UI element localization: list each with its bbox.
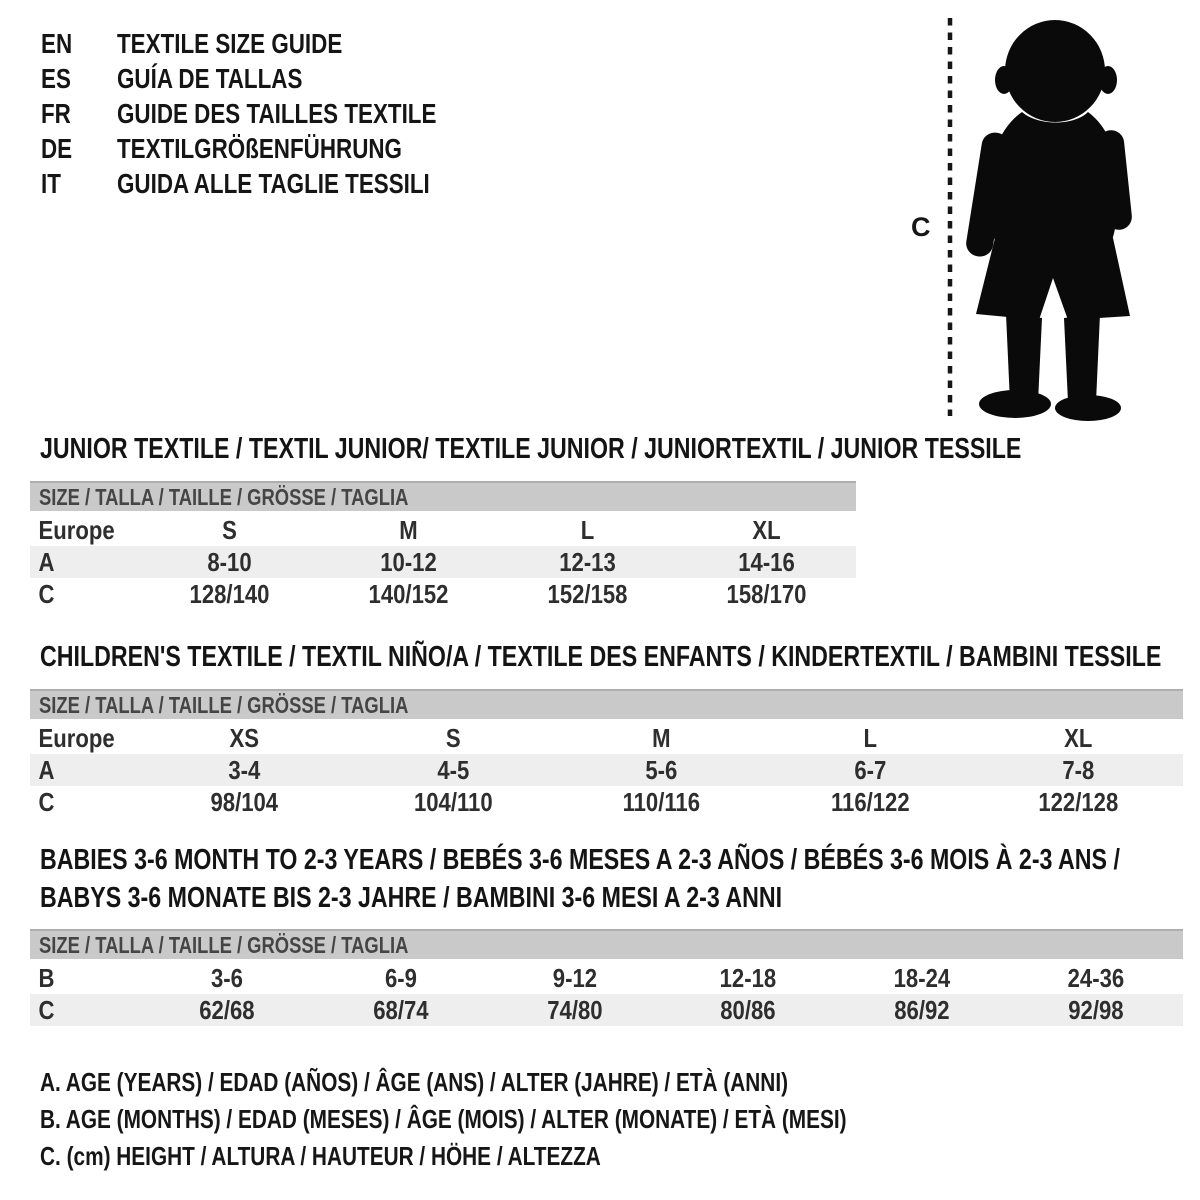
- table-row: [30, 546, 856, 578]
- language-label: [117, 28, 399, 60]
- cell-value: S: [445, 722, 461, 753]
- language-code-text: IT: [41, 167, 61, 199]
- cell-value: 62/68: [199, 994, 255, 1025]
- language-row: [41, 166, 516, 201]
- section-title-text: BABYS 3-6 MONATE BIS 2-3 JAHRE / BAMBINI 3-6 MESI A 2-3 ANNI: [40, 882, 783, 914]
- row-label: A: [38, 754, 55, 785]
- row-label: C: [38, 994, 55, 1025]
- row-label: C: [38, 786, 55, 817]
- legend-line: [40, 1138, 1048, 1175]
- size-header-bar: [30, 689, 1183, 719]
- cell-value: 116/122: [830, 786, 910, 817]
- table-row: [30, 722, 1183, 754]
- toddler-silhouette: [962, 14, 1142, 424]
- cell-value: XS: [229, 722, 260, 753]
- size-header-label: SIZE / TALLA / TAILLE / GRÖSSE / TAGLIA: [39, 931, 409, 958]
- cell-value: 3-6: [210, 962, 243, 993]
- section-title-babies: [40, 841, 1200, 917]
- children-size-table: [30, 689, 1183, 818]
- size-header-bar: [30, 929, 1183, 959]
- section-title-children: [40, 638, 1200, 676]
- table-row: [30, 514, 856, 546]
- language-label-text: TEXTILGRÖßENFÜHRUNG: [117, 132, 402, 164]
- cell-value: 80/86: [720, 994, 777, 1025]
- table-row: [30, 962, 1183, 994]
- section-title-text: JUNIOR TEXTILE / TEXTIL JUNIOR/ TEXTILE JUNIOR / JUNIORTEXTIL / JUNIOR TESSILE: [40, 433, 1022, 465]
- babies-size-table: [30, 929, 1183, 1026]
- language-code: [41, 133, 117, 165]
- row-label: B: [38, 962, 55, 993]
- cell-value: 8-10: [207, 546, 252, 577]
- cell-value: 10-12: [380, 546, 437, 577]
- cell-value: 5-6: [645, 754, 678, 785]
- cell-value: M: [399, 514, 418, 545]
- table-row: [30, 786, 1183, 818]
- language-code-text: DE: [41, 132, 73, 164]
- cell-value: 18-24: [893, 962, 951, 993]
- cell-value: 9-12: [552, 962, 597, 993]
- language-label-text: GUIDA ALLE TAGLIE TESSILI: [117, 167, 430, 199]
- cell-value: XL: [1064, 722, 1093, 753]
- cell-value: L: [580, 514, 595, 545]
- language-label: [117, 133, 473, 165]
- cell-value: M: [652, 722, 671, 753]
- legend-line-text: C. (cm) HEIGHT / ALTURA / HAUTEUR / HÖHE / ALTEZZA: [40, 1141, 601, 1171]
- height-measure-line: [947, 16, 953, 416]
- cell-value: 158/170: [726, 578, 807, 609]
- measure-label-c: C: [911, 212, 931, 242]
- language-row: [41, 61, 516, 96]
- cell-value: 92/98: [1068, 994, 1124, 1025]
- cell-value: 12-13: [559, 546, 616, 577]
- cell-value: 7-8: [1062, 754, 1095, 785]
- language-label-text: TEXTILE SIZE GUIDE: [117, 27, 343, 59]
- row-label: C: [38, 578, 55, 609]
- cell-value: L: [863, 722, 877, 753]
- cell-value: 68/74: [373, 994, 429, 1025]
- junior-size-table: [30, 481, 856, 610]
- row-label: Europe: [38, 514, 115, 545]
- cell-value: 6-9: [384, 962, 417, 993]
- language-row: [41, 26, 516, 61]
- cell-value: 140/152: [368, 578, 449, 609]
- language-code: [41, 168, 117, 200]
- legend-line: [40, 1064, 1048, 1101]
- language-list: [41, 26, 516, 201]
- language-code: [41, 28, 117, 60]
- cell-value: 4-5: [436, 754, 469, 785]
- language-row: [41, 131, 516, 166]
- language-label: [117, 98, 516, 130]
- table-row: [30, 754, 1183, 786]
- legend-line-text: B. AGE (MONTHS) / EDAD (MESES) / ÂGE (MOIS) / ALTER (MONATE) / ETÀ (MESI): [40, 1104, 847, 1134]
- cell-value: 86/92: [894, 994, 950, 1025]
- section-title-line: [40, 879, 1200, 917]
- cell-value: 3-4: [228, 754, 261, 785]
- language-code: [41, 63, 117, 95]
- row-label: A: [38, 546, 55, 577]
- size-header-label: SIZE / TALLA / TAILLE / GRÖSSE / TAGLIA: [39, 483, 409, 510]
- section-title-text: CHILDREN'S TEXTILE / TEXTIL NIÑO/A / TEXTILE DES ENFANTS / KINDERTEXTIL / BAMBINI TESSILE: [40, 641, 1162, 673]
- cell-value: 14-16: [738, 546, 795, 577]
- cell-value: S: [222, 514, 237, 545]
- language-label: [117, 63, 349, 95]
- cell-value: XL: [752, 514, 781, 545]
- cell-value: 12-18: [720, 962, 777, 993]
- cell-value: 98/104: [210, 786, 279, 817]
- language-label: [117, 168, 508, 200]
- size-header-label: SIZE / TALLA / TAILLE / GRÖSSE / TAGLIA: [39, 691, 409, 718]
- cell-value: 104/110: [413, 786, 493, 817]
- language-code-text: ES: [41, 62, 71, 94]
- table-row: [30, 994, 1183, 1026]
- language-label-text: GUÍA DE TALLAS: [117, 62, 303, 94]
- language-code: [41, 98, 117, 130]
- section-title-text: BABIES 3-6 MONTH TO 2-3 YEARS / BEBÉS 3-6 MESES A 2-3 AÑOS / BÉBÉS 3-6 MOIS À 2-3 ANS /: [40, 844, 1120, 876]
- cell-value: 122/128: [1038, 786, 1119, 817]
- cell-value: 128/140: [189, 578, 270, 609]
- section-title-line: [40, 841, 1200, 879]
- legend-line: [40, 1101, 1048, 1138]
- row-label: Europe: [38, 722, 115, 753]
- legend-line-text: A. AGE (YEARS) / EDAD (AÑOS) / ÂGE (ANS) / ALTER (JAHRE) / ETÀ (ANNI): [40, 1067, 789, 1097]
- cell-value: 152/158: [547, 578, 628, 609]
- cell-value: 74/80: [546, 994, 603, 1025]
- table-row: [30, 578, 856, 610]
- cell-value: 24-36: [1067, 962, 1125, 993]
- language-row: [41, 96, 516, 131]
- section-title-line: [40, 638, 1200, 676]
- cell-value: 110/116: [622, 786, 701, 817]
- language-label-text: GUIDE DES TAILLES TEXTILE: [117, 97, 437, 129]
- size-header-bar: [30, 481, 856, 511]
- legend: [40, 1064, 1048, 1175]
- language-code-text: FR: [41, 97, 71, 129]
- section-title-line: [40, 430, 1200, 468]
- language-code-text: EN: [41, 27, 73, 59]
- section-title-junior: [40, 430, 1200, 468]
- cell-value: 6-7: [854, 754, 887, 785]
